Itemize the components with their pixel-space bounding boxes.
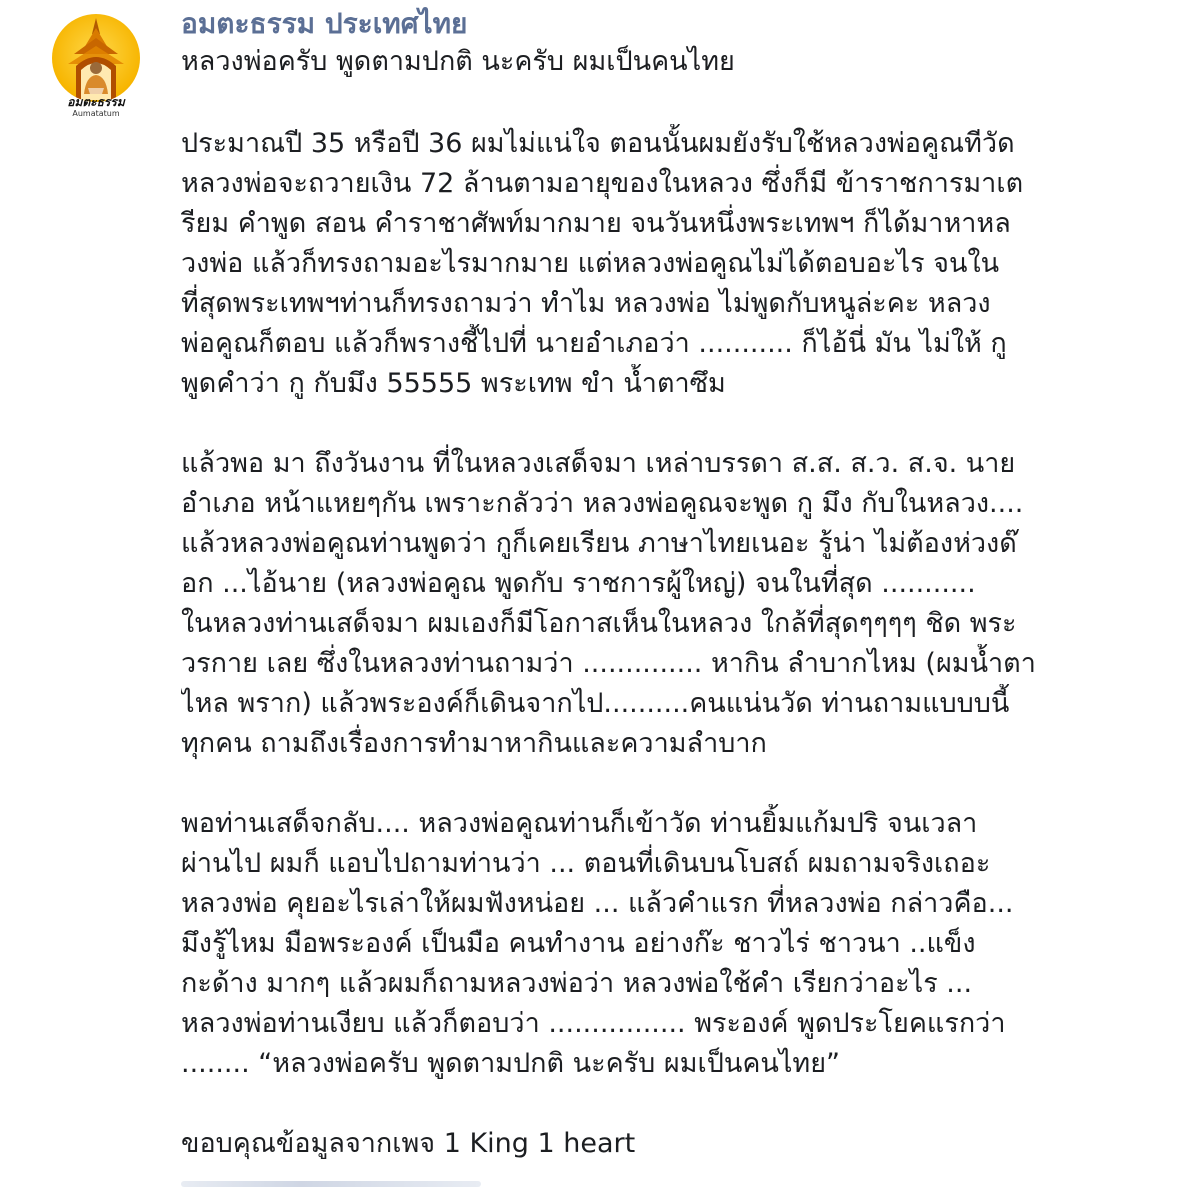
text-line: พอท่านเสด็จกลับ.... หลวงพ่อคูณท่านก็เข้าวัด ท่านยิ้มแก้มปริ จนเวลา <box>181 808 978 839</box>
temple-monk-logo-icon <box>52 14 140 102</box>
text-line: หลวงพ่อท่านเงียบ แล้วก็ตอบว่า ................ พระองค์ พูดประโยคแรกว่า <box>181 1008 1006 1039</box>
page-avatar[interactable] <box>52 14 140 102</box>
avatar-subcaption: Aumatatum <box>72 109 120 118</box>
text-line: มึงรู้ไหม มือพระองค์ เป็นมือ คนทำงาน อย่างก๊ะ ชาวไร่ ชาวนา ..แข็ง <box>181 928 976 959</box>
text-line: ไหล พราก) แล้วพระองค์ก็เดินจากไป..........คนแน่นวัด ท่านถามแบบบนี้ <box>181 688 1010 719</box>
credit-line: ขอบคุณข้อมูลจากเพจ 1 King 1 heart <box>181 1128 636 1159</box>
text-line: รียม คำพูด สอน คำราชาศัพท์มากมาย จนวันหนึ่งพระเทพฯ ก็ได้มาหาหล <box>181 208 1011 239</box>
text-line: หลวงพ่อจะถวายเงิน 72 ล้านตามอายุของในหลวง ซึ่งก็มี ข้าราชการมาเต <box>181 168 1024 199</box>
paragraph-1 <box>181 124 1171 404</box>
text-line: พูดคำว่า กู กับมึง 55555 พระเทพ ขำ น้ำตาซึม <box>181 368 726 399</box>
post-headline: หลวงพ่อครับ พูดตามปกติ นะครับ ผมเป็นคนไทย <box>181 46 735 77</box>
cut-off-text-row <box>181 1176 581 1187</box>
text-line: แล้วหลวงพ่อคูณท่านพูดว่า กูก็เคยเรียน ภาษาไทยเนอะ รู้น่า ไม่ต้องห่วงด๊ <box>181 528 1017 559</box>
text-line: ที่สุดพระเทพฯท่านก็ทรงถามว่า ทำไม หลวงพ่อ ไม่พูดกับหนูล่ะคะ หลวง <box>181 288 991 319</box>
paragraph-3 <box>181 804 1171 1084</box>
text-line: วงพ่อ แล้วก็ทรงถามอะไรมากมาย แต่หลวงพ่อคูณไม่ได้ตอบอะไร จนใน <box>181 248 1000 279</box>
text-line: วรกาย เลย ซึ่งในหลวงท่านถามว่า .............. หากิน ลำบากไหม (ผมน้ำตา <box>181 648 1036 679</box>
page-name-link[interactable]: อมตะธรรม ประเทศไทย <box>181 7 468 40</box>
text-line: ประมาณปี 35 หรือปี 36 ผมไม่แน่ใจ ตอนนั้นผมยังรับใช้หลวงพ่อคูณทีวัด <box>181 128 1015 159</box>
text-line: อำเภอ หน้าแหยๆกัน เพราะกลัวว่า หลวงพ่อคูณจะพูด กู มึง กับในหลวง.... <box>181 488 1024 519</box>
paragraph-2 <box>181 444 1171 764</box>
text-line: กะด้าง มากๆ แล้วผมก็ถามหลวงพ่อว่า หลวงพ่อใช้คำ เรียกว่าอะไร ... <box>181 968 973 999</box>
text-line: แล้วพอ มา ถึงวันงาน ที่ในหลวงเสด็จมา เหล่าบรรดา ส.ส. ส.ว. ส.จ. นาย <box>181 448 1016 479</box>
text-line: ผ่านไป ผมก็ แอบไปถามท่านว่า ... ตอนที่เดินบนโบสถ์ ผมถามจริงเถอะ <box>181 848 991 879</box>
post-body <box>181 124 1171 1164</box>
text-line: หลวงพ่อ คุยอะไรเล่าให้ผมฟังหน่อย ... แล้วคำแรก ที่หลวงพ่อ กล่าวคือ... <box>181 888 1014 919</box>
text-line: ทุกคน ถามถึงเรื่องการทำมาหากินและความลำบาก <box>181 728 767 759</box>
text-line: ........ “หลวงพ่อครับ พูดตามปกติ นะครับ ผมเป็นคนไทย” <box>181 1048 841 1079</box>
avatar-caption: อมตะธรรม <box>67 95 125 109</box>
text-line: พ่อคูณก็ตอบ แล้วก็พรางชี้ไปที่ นายอำเภอว่า ........... ก็ไอ้นี่ มัน ไม่ให้ กู <box>181 328 1007 359</box>
text-line: ในหลวงท่านเสด็จมา ผมเองก็มีโอกาสเห็นในหลวง ใกล้ที่สุดๆๆๆๆ ชิด พระ <box>181 608 1017 639</box>
text-line: อก ...ไอ้นาย (หลวงพ่อคูณ พูดกับ ราชการผู้ใหญ่) จนในที่สุด ........... <box>181 568 976 599</box>
post-header <box>181 6 1175 82</box>
